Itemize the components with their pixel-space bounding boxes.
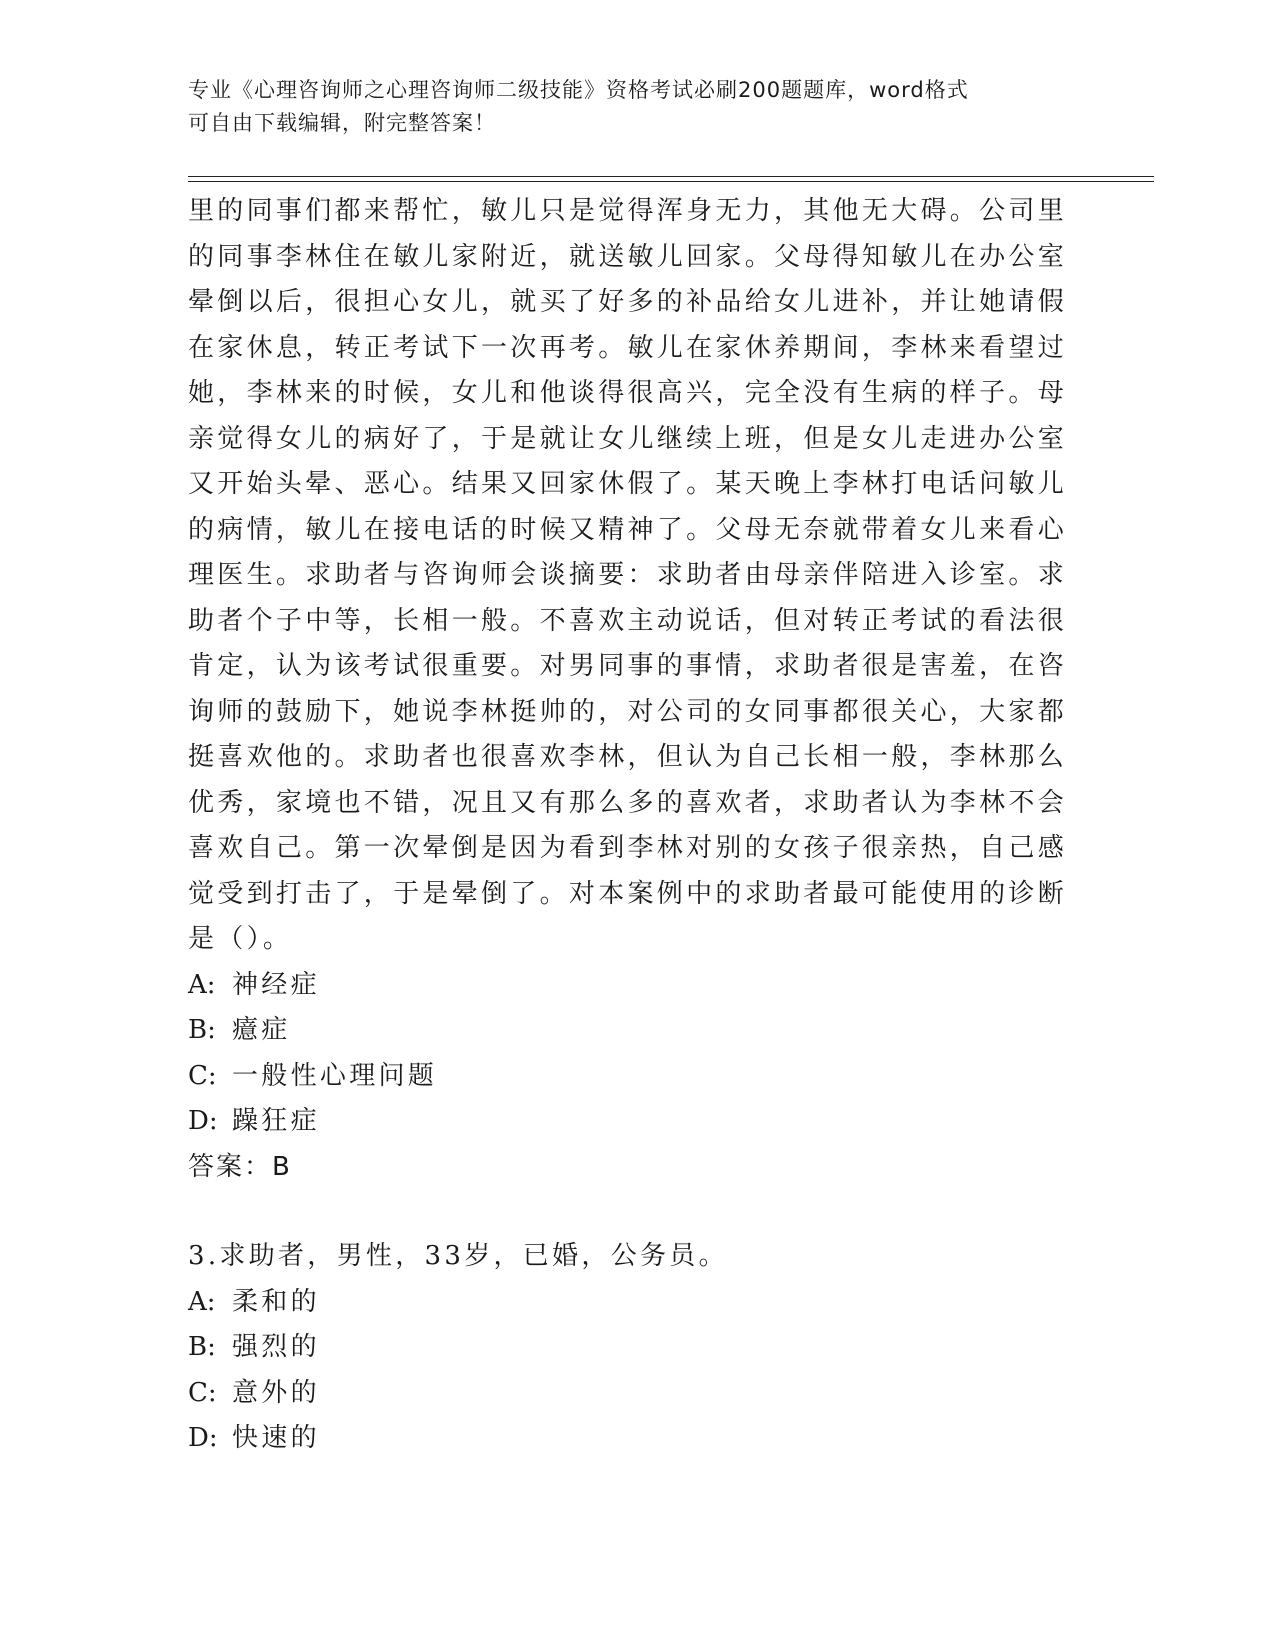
- option-text: 柔和的: [232, 1286, 320, 1317]
- option-key: D:: [188, 1106, 218, 1136]
- question-2-line: 的同事李林住在敏儿家附近，就送敏儿回家。父母得知敏儿在办公室: [188, 241, 1068, 272]
- question-2-line: 的病情，敏儿在接电话的时候又精神了。父母无奈就带着女儿来看心: [188, 514, 1068, 545]
- document-body: [188, 189, 1068, 1462]
- option-key: B:: [188, 1015, 216, 1045]
- question-2-line: 喜欢自己。第一次晕倒是因为看到李林对别的女孩子很亲热，自己感: [188, 833, 1068, 863]
- question-2-line: 理医生。求助者与咨询师会谈摘要：求助者由母亲伴陪进入诊室。求: [188, 560, 1068, 590]
- question-2-options: [188, 963, 1068, 1145]
- question-3: [188, 1234, 1068, 1462]
- option-text: 强烈的: [232, 1332, 320, 1362]
- option-c: [188, 1371, 1068, 1417]
- option-b: [188, 1325, 1068, 1371]
- option-key: C:: [188, 1377, 217, 1408]
- option-text: 意外的: [232, 1377, 320, 1408]
- question-2-stem: [188, 189, 1068, 963]
- option-key: A:: [188, 1286, 216, 1317]
- option-text: 神经症: [232, 969, 320, 1000]
- question-2-line: 是（）。: [188, 924, 293, 954]
- page-header: [188, 74, 1068, 140]
- option-key: A:: [188, 969, 216, 1000]
- question-2-answer: 答案：B: [188, 1151, 292, 1182]
- option-c: [188, 1054, 1068, 1100]
- option-a: [188, 963, 1068, 1009]
- question-2-line: 又开始头晕、恶心。结果又回家休假了。某天晚上李林打电话问敏儿: [188, 469, 1068, 499]
- question-2-line: 里的同事们都来帮忙，敏儿只是觉得浑身无力，其他无大碍。公司里: [188, 196, 1068, 226]
- question-2-line: 在家休息，转正考试下一次再考。敏儿在家休养期间，李林来看望过: [188, 332, 1068, 363]
- option-text: 快速的: [232, 1423, 320, 1453]
- header-title-line-2: 可自由下载编辑，附完整答案！: [188, 111, 496, 135]
- option-key: B:: [188, 1332, 216, 1362]
- header-divider-bottom: [188, 181, 1154, 182]
- option-d: [188, 1416, 1068, 1462]
- question-2-line: 晕倒以后，很担心女儿，就买了好多的补品给女儿进补，并让她请假: [188, 287, 1068, 317]
- question-2-line: 优秀，家境也不错，况且又有那么多的喜欢者，求助者认为李林不会: [188, 787, 1068, 818]
- question-2-line: 亲觉得女儿的病好了，于是就让女儿继续上班，但是女儿走进办公室: [188, 423, 1068, 454]
- option-a: [188, 1280, 1068, 1326]
- question-2-line: 询师的鼓励下，她说李林挺帅的，对公司的女同事都很关心，大家都: [188, 696, 1068, 727]
- option-key: C:: [188, 1060, 217, 1091]
- option-text: 躁狂症: [232, 1106, 320, 1136]
- question-2-line: 觉受到打击了，于是晕倒了。对本案例中的求助者最可能使用的诊断: [188, 878, 1068, 909]
- section-gap: [188, 1190, 1068, 1234]
- question-2-line: 挺喜欢他的。求助者也很喜欢李林，但认为自己长相一般，李林那么: [188, 742, 1068, 772]
- header-divider-top: [188, 176, 1154, 177]
- option-text: 癔症: [232, 1015, 291, 1045]
- option-key: D:: [188, 1423, 218, 1453]
- header-title-line-1: 专业《心理咨询师之心理咨询师二级技能》资格考试必刷200题题库，word格式: [188, 78, 969, 102]
- option-text: 一般性心理问题: [232, 1060, 438, 1091]
- option-d: [188, 1099, 1068, 1145]
- option-b: [188, 1008, 1068, 1054]
- question-2-line: 她，李林来的时候，女儿和他谈得很高兴，完全没有生病的样子。母: [188, 378, 1068, 408]
- question-2-line: 助者个子中等，长相一般。不喜欢主动说话，但对转正考试的看法很: [188, 605, 1068, 636]
- question-2-line: 肯定，认为该考试很重要。对男同事的事情，求助者很是害羞，在咨: [188, 651, 1068, 681]
- question-3-stem: 3.求助者，男性，33岁，已婚，公务员。: [188, 1241, 728, 1271]
